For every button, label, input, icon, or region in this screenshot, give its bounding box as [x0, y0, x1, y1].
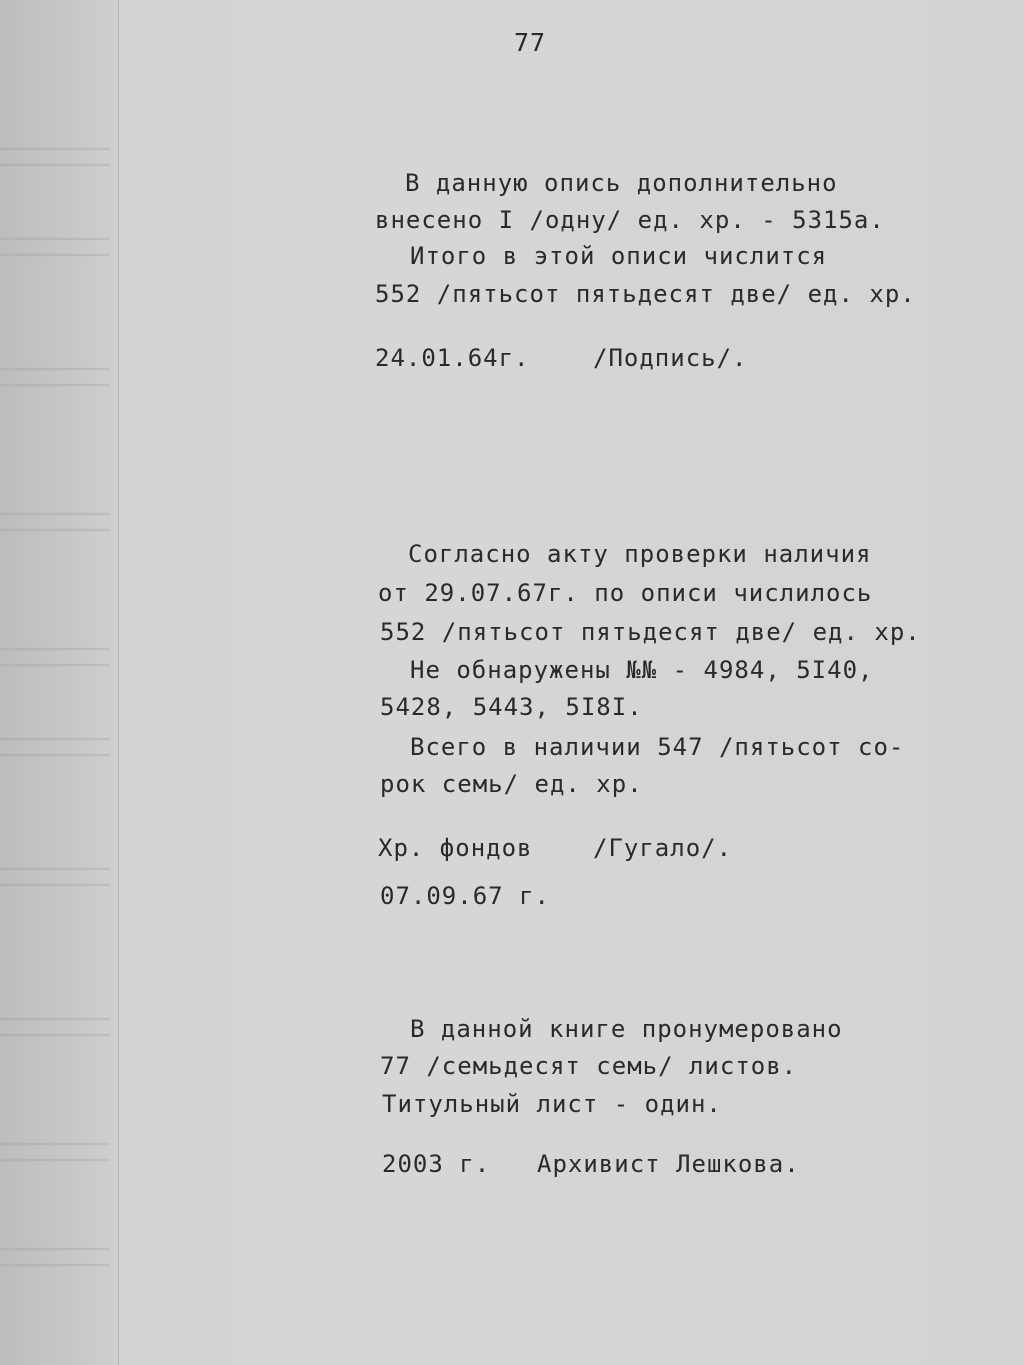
book-note-year: 2003 г. [382, 1150, 491, 1178]
bleed-through-text [0, 860, 110, 898]
bleed-through-text [0, 360, 110, 398]
inventory-note-signature: /Подпись/. [593, 344, 748, 372]
inspection-note-line: Согласно акту проверки наличия [408, 540, 872, 568]
inventory-note-line: внесено I /одну/ ед. хр. - 5315а. [375, 206, 885, 234]
bleed-through-text [0, 1010, 110, 1048]
inspection-note-line: 552 /пятьсот пятьдесят две/ ед. хр. [380, 618, 921, 646]
inspection-note-line: Всего в наличии 547 /пятьсот со- [410, 733, 905, 761]
bleed-through-text [0, 140, 110, 178]
page-number: 77 [514, 28, 547, 57]
bleed-through-text [0, 640, 110, 678]
inspection-note-role: Хр. фондов [378, 834, 533, 862]
book-note-line: В данной книге пронумеровано [410, 1015, 843, 1043]
bleed-through-text [0, 730, 110, 768]
archivist-signature: Архивист Лешкова. [537, 1150, 800, 1178]
inspection-note-date: 07.09.67 г. [380, 882, 550, 910]
inventory-note-line: В данную опись дополнительно [405, 169, 838, 197]
inventory-note-line: Итого в этой описи числится [410, 242, 828, 270]
inspection-note-signature: /Гугало/. [593, 834, 733, 862]
book-note-line: 77 /семьдесят семь/ листов. [380, 1052, 798, 1080]
inventory-note-date: 24.01.64г. [375, 344, 530, 372]
book-note-line: Титульный лист - один. [382, 1090, 722, 1118]
inspection-note-line: 5428, 5443, 5I8I. [380, 693, 643, 721]
bleed-through-text [0, 505, 110, 543]
bleed-through-text [0, 1240, 110, 1278]
bleed-through-text [0, 1135, 110, 1173]
inventory-note-line: 552 /пятьсот пятьдесят две/ ед. хр. [375, 280, 916, 308]
facing-page-edge [0, 0, 119, 1365]
bleed-through-text [0, 230, 110, 268]
inspection-note-line: от 29.07.67г. по описи числилось [378, 579, 873, 607]
inspection-note-line: Не обнаружены №№ - 4984, 5I40, [410, 656, 874, 684]
inspection-note-line: рок семь/ ед. хр. [380, 770, 643, 798]
